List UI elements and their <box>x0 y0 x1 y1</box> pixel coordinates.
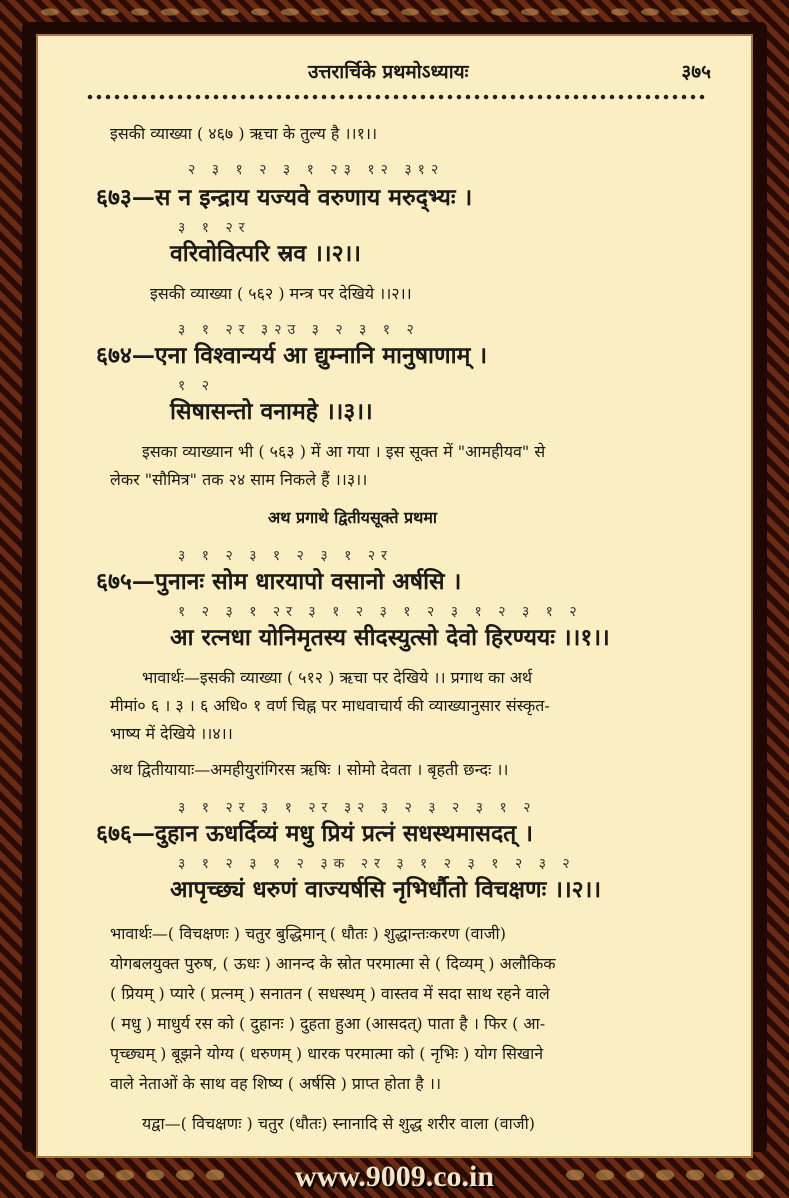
mantra-line: सिषासन्तो वनामहे ।।३।। <box>170 398 373 425</box>
page-header <box>38 58 751 88</box>
accent-marks: १ २ <box>178 378 216 394</box>
mantra-line: आपृच्छ्यं धरुणं वाज्यर्षसि नृभिर्धौतो विचक्षणः ।।२।। <box>170 876 602 903</box>
mantra-line: ६७३—स न इन्द्राय यज्यवे वरुणाय मरुद्भ्यः । <box>96 184 473 211</box>
text-line: ( मधु ) माधुर्य रस को ( दुहानः ) दुहता हुआ (आसदत्) पाता है । फिर ( आ- <box>110 1014 546 1033</box>
text-line: योगबलयुक्त पुरुष, ( ऊधः ) आनन्द के स्रोत परमात्मा से ( दिव्यम् ) अलौकिक <box>110 954 556 973</box>
text-line: ( प्रियम् ) प्यारे ( प्रत्नम् ) सनातन ( सधस्थम् ) वास्तव में सदा साथ रहने वाले <box>110 984 550 1003</box>
website-url: www.9009.co.in <box>294 1160 495 1193</box>
chapter-title: उत्तरार्चिके प्रथमोऽध्यायः <box>308 61 469 83</box>
accent-marks: २ ३ १ २ ३ १ २३ १२ ३१२ <box>188 162 445 178</box>
mantra-line: वरिवोवित्परि स्रव ।।२।। <box>170 240 361 267</box>
top-ornament <box>35 6 755 18</box>
text-line: मीमां० ६ । ३ । ६ अधि० १ वर्ण चिह्न पर माधवाचार्य की व्याख्यानुसार संस्कृत- <box>110 696 550 715</box>
accent-marks: ३ १ २र ३ १ २र ३२ ३ २ ३ २ ३ १ २ <box>178 800 537 816</box>
text-line: भाष्य में देखिये ।।४।। <box>110 724 233 743</box>
book-page <box>36 34 753 1158</box>
text-line: वाले नेताओं के साथ वह शिष्य ( अर्षसि ) प्राप्त होता है ।। <box>110 1074 442 1093</box>
text-line: इसकी व्याख्या ( ५६२ ) मन्त्र पर देखिये ।।२।। <box>150 284 412 303</box>
text-line: यद्वा—( विचक्षणः ) चतुर (धौतः) स्नानादि से शुद्ध शरीर वाला (वाजी) <box>142 1114 536 1133</box>
page-number: ३७५ <box>681 61 711 83</box>
accent-marks: १ २ ३ १ २र ३ १ २ ३ १ २ ३ १ २ ३ १ २ <box>178 604 583 620</box>
accent-marks: ३ १ २र ३२उ ३ २ ३ १ २ <box>178 322 420 338</box>
text-line: इसकी व्याख्या ( ४६७ ) ऋचा के तुल्य है ।।१।। <box>110 124 378 143</box>
text-line: इसका व्याख्यान भी ( ५६३ ) में आ गया । इस सूक्त में "आमहीयव" से <box>142 442 546 461</box>
accent-marks: ३ १ २र <box>178 220 251 236</box>
section-heading: अथ प्रगाथे द्वितीयसूक्ते प्रथमा <box>268 508 438 527</box>
accent-marks: ३ १ २ ३ १ २ ३ १ २र <box>178 548 393 564</box>
text-line: पृच्छ्यम् ) बूझने योग्य ( धरुणम् ) धारक परमात्मा को ( नृभिः ) योग सिखाने <box>110 1044 544 1063</box>
text-line: भावार्थः—इसकी व्याख्या ( ५१२ ) ऋचा पर देखिये ।। प्रगाथ का अर्थ <box>142 668 533 687</box>
text-line: अथ द्वितीयायाः—अमहीयुरांगिरस ऋषिः । सोमो देवता । बृहती छन्दः ।। <box>110 760 509 779</box>
mantra-line: ६७४—एना विश्वान्यर्य आ द्युम्नानि मानुषाणाम् । <box>96 342 488 369</box>
mantra-line: ६७५—पुनानः सोम धारयापो वसानो अर्षसि । <box>96 568 462 595</box>
header-rule <box>86 94 706 100</box>
mantra-line: आ रत्नधा योनिमृतस्य सीदस्युत्सो देवो हिरण्ययः ।।१।। <box>170 624 610 651</box>
accent-marks: ३ १ २ ३ १ २ ३क २र ३ १ २ ३ १ २ ३ २ <box>178 856 576 872</box>
mantra-line: ६७६—दुहान ऊधर्दिव्यं मधु प्रियं प्रत्नं सधस्थमासदत् । <box>96 820 534 847</box>
text-line: भावार्थः—( विचक्षणः ) चतुर बुद्धिमान् ( धौतः ) शुद्धान्तःकरण (वाजी) <box>110 924 506 943</box>
text-line: लेकर "सौमित्र" तक २४ साम निकले हैं ।।३।। <box>110 470 368 489</box>
